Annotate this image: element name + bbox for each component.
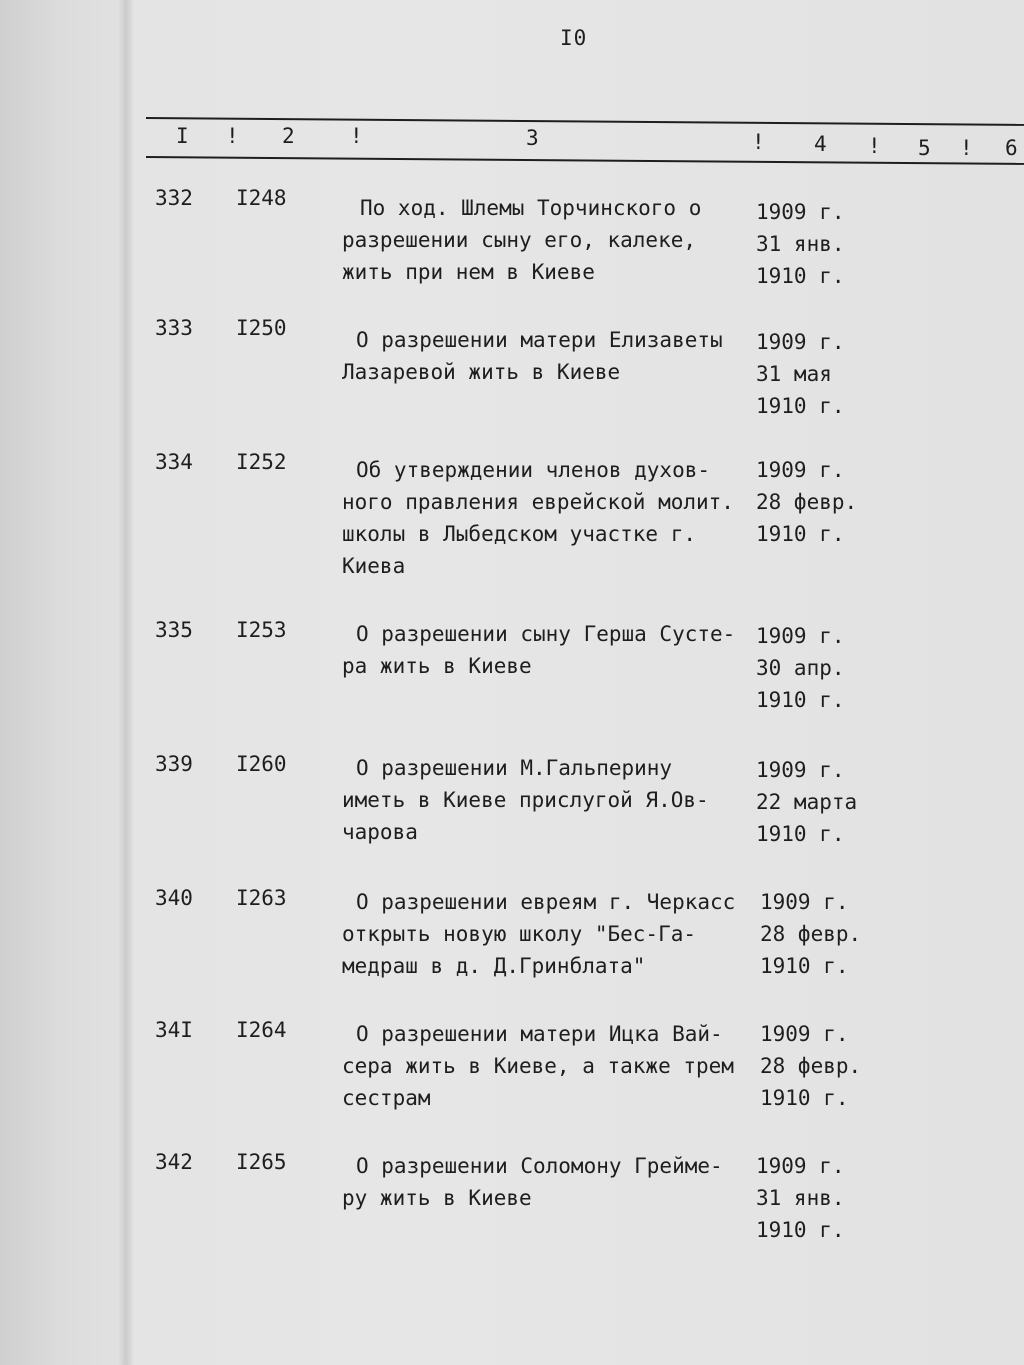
row-number: 340 <box>155 886 193 910</box>
row-dates <box>756 754 857 850</box>
row-dates <box>756 620 845 716</box>
header-separator: ! <box>868 134 881 158</box>
description-line: ра жить в Киеве <box>342 654 532 678</box>
header-separator: ! <box>226 124 239 148</box>
row-description <box>342 618 735 682</box>
description-line: О разрешении матери Ицка Вай- <box>356 1022 723 1046</box>
row-number: 34I <box>155 1018 193 1042</box>
date-line: 28 февр. <box>756 490 858 514</box>
header-separator: ! <box>752 130 765 154</box>
date-line: 1909 г. <box>756 458 845 482</box>
description-line: О разрешении матери Елизаветы <box>356 328 723 352</box>
header-separator: ! <box>350 124 363 148</box>
row-code: I263 <box>236 886 287 910</box>
description-line: сестрам <box>342 1086 431 1110</box>
description-line: разрешении сыну его, калеке, <box>342 228 697 252</box>
description-line: жить при нем в Киеве <box>342 260 595 284</box>
row-code: I260 <box>236 752 287 776</box>
header-col-2: 2 <box>282 124 295 148</box>
row-code: I253 <box>236 618 287 642</box>
row-dates <box>760 886 861 982</box>
date-line: 1910 г. <box>756 522 845 546</box>
date-line: 1909 г. <box>756 758 845 782</box>
row-code: I248 <box>236 186 287 210</box>
description-line: По ход. Шлемы Торчинского о <box>360 196 702 220</box>
date-line: 1910 г. <box>756 822 845 846</box>
date-line: 31 янв. <box>756 232 845 256</box>
date-line: 1909 г. <box>760 890 849 914</box>
description-line: Об утверждении членов духов- <box>356 458 711 482</box>
date-line: 22 марта <box>756 790 858 814</box>
row-number: 342 <box>155 1150 193 1174</box>
row-description <box>342 324 723 388</box>
header-col-3: 3 <box>526 126 539 150</box>
description-line: чарова <box>342 820 418 844</box>
row-description <box>342 1150 723 1214</box>
row-code: I250 <box>236 316 287 340</box>
header-separator: ! <box>960 136 973 160</box>
row-description <box>342 752 709 848</box>
description-line: Киева <box>342 554 406 578</box>
row-dates <box>760 1018 861 1114</box>
row-code: I264 <box>236 1018 287 1042</box>
row-dates <box>756 326 845 422</box>
description-line: ру жить в Киеве <box>342 1186 532 1210</box>
row-number: 334 <box>155 450 193 474</box>
row-dates <box>756 454 857 550</box>
date-line: 31 мая <box>756 362 832 386</box>
header-col-4: 4 <box>814 132 827 156</box>
row-description <box>342 1018 734 1114</box>
row-number: 333 <box>155 316 193 340</box>
date-line: 1910 г. <box>760 954 849 978</box>
date-line: 1910 г. <box>756 394 845 418</box>
date-line: 1910 г. <box>756 264 845 288</box>
description-line: ного правления еврейской молит. <box>342 490 734 514</box>
row-number: 335 <box>155 618 193 642</box>
header-col-1: I <box>176 124 189 148</box>
row-description <box>342 454 734 582</box>
description-line: открыть новую школу "Бес-Га- <box>342 922 697 946</box>
date-line: 31 янв. <box>756 1186 845 1210</box>
description-line: Лазаревой жить в Киеве <box>342 360 621 384</box>
date-line: 30 апр. <box>756 656 845 680</box>
date-line: 1909 г. <box>756 624 845 648</box>
row-number: 339 <box>155 752 193 776</box>
page-number: I0 <box>560 26 588 50</box>
header-col-5: 5 <box>918 136 931 160</box>
date-line: 1909 г. <box>760 1022 849 1046</box>
description-line: О разрешении Соломону Грейме- <box>356 1154 723 1178</box>
page-fold-shadow <box>118 0 134 1365</box>
row-code: I265 <box>236 1150 287 1174</box>
row-description <box>342 192 701 288</box>
description-line: школы в Лыбедском участке г. <box>342 522 697 546</box>
description-line: медраш в д. Д.Гринблата" <box>342 954 646 978</box>
row-dates <box>756 1150 845 1246</box>
header-col-6: 6 <box>1005 136 1018 160</box>
date-line: 1909 г. <box>756 1154 845 1178</box>
row-code: I252 <box>236 450 287 474</box>
row-dates <box>756 196 845 292</box>
date-line: 1909 г. <box>756 200 845 224</box>
date-line: 28 февр. <box>760 1054 862 1078</box>
row-number: 332 <box>155 186 193 210</box>
description-line: О разрешении евреям г. Черкасс <box>356 890 736 914</box>
description-line: иметь в Киеве прислугой Я.Ов- <box>342 788 709 812</box>
row-description <box>342 886 735 982</box>
date-line: 1910 г. <box>756 1218 845 1242</box>
description-line: О разрешении М.Гальперину <box>356 756 673 780</box>
description-line: О разрешении сыну Герша Сусте- <box>356 622 736 646</box>
date-line: 1910 г. <box>756 688 845 712</box>
date-line: 1909 г. <box>756 330 845 354</box>
description-line: сера жить в Киеве, а также трем <box>342 1054 734 1078</box>
date-line: 1910 г. <box>760 1086 849 1110</box>
date-line: 28 февр. <box>760 922 862 946</box>
